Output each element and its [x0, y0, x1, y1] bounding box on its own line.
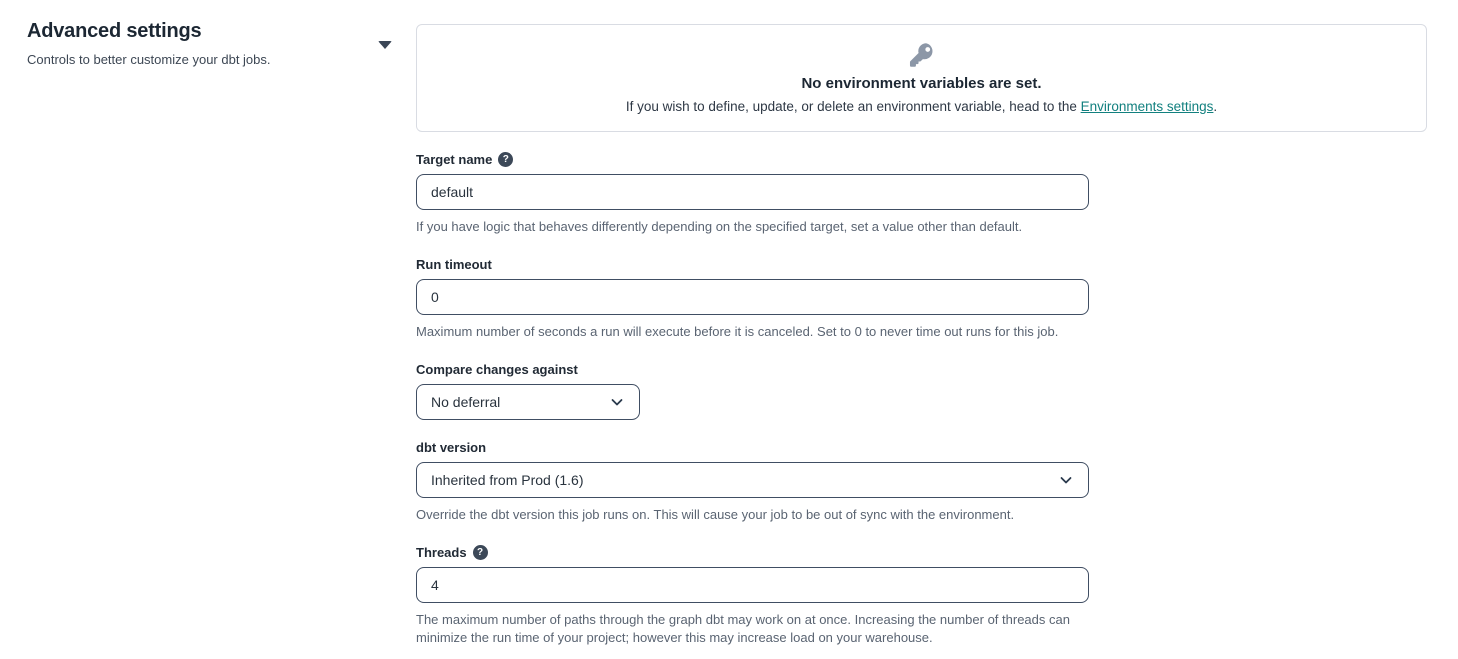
- env-banner-title: No environment variables are set.: [801, 75, 1042, 92]
- chevron-down-icon: [1058, 472, 1074, 488]
- env-banner-message: [626, 99, 1217, 114]
- field-threads: [416, 545, 1089, 649]
- dbt-version-helper: Override the dbt version this job runs on. This will cause your job to be out of sync with the environment.: [416, 506, 1015, 522]
- threads-input[interactable]: [416, 567, 1089, 603]
- field-target-name: [416, 152, 1089, 237]
- threads-label: Threads: [416, 544, 467, 560]
- run-timeout-helper: Maximum number of seconds a run will execute before it is canceled. Set to 0 to never time out runs for this job.: [416, 323, 1059, 339]
- run-timeout-input[interactable]: [416, 279, 1089, 315]
- settings-form: [416, 24, 1427, 648]
- target-name-help-icon[interactable]: ?: [498, 152, 513, 167]
- key-icon: [909, 42, 935, 68]
- target-name-input[interactable]: [416, 174, 1089, 210]
- env-variables-banner: [416, 24, 1427, 132]
- env-banner-message-prefix: If you wish to define, update, or delete an environment variable, head to the: [625, 99, 1081, 114]
- collapse-caret-icon[interactable]: [378, 41, 392, 49]
- environments-settings-link[interactable]: Environments settings: [1080, 99, 1214, 114]
- chevron-down-icon: [609, 394, 625, 410]
- target-name-label: Target name: [416, 152, 493, 167]
- page-subtitle: Controls to better customize your dbt jobs.: [27, 52, 271, 67]
- page-title: Advanced settings: [27, 20, 202, 42]
- threads-helper: The maximum number of paths through the graph dbt may work on at once. Increasing the number of threads can minimize the run time of your project; however this may increase load on your warehouse.: [416, 611, 1070, 646]
- dbt-version-select[interactable]: [416, 462, 1089, 498]
- dbt-version-selected-value: Inherited from Prod (1.6): [431, 471, 584, 488]
- threads-help-icon[interactable]: ?: [473, 545, 488, 560]
- run-timeout-label: Run timeout: [416, 256, 492, 272]
- env-banner-message-suffix: .: [1213, 99, 1218, 114]
- dbt-version-label: dbt version: [416, 439, 487, 455]
- compare-changes-selected-value: No deferral: [431, 393, 501, 410]
- target-name-helper: If you have logic that behaves differently depending on the specified target, set a value other than default.: [416, 219, 1023, 234]
- field-dbt-version: [416, 440, 1089, 525]
- field-run-timeout: [416, 257, 1089, 342]
- section-header: [27, 20, 387, 67]
- compare-changes-select[interactable]: [416, 384, 640, 420]
- compare-changes-label: Compare changes against: [416, 361, 578, 377]
- field-compare-changes: [416, 362, 1089, 420]
